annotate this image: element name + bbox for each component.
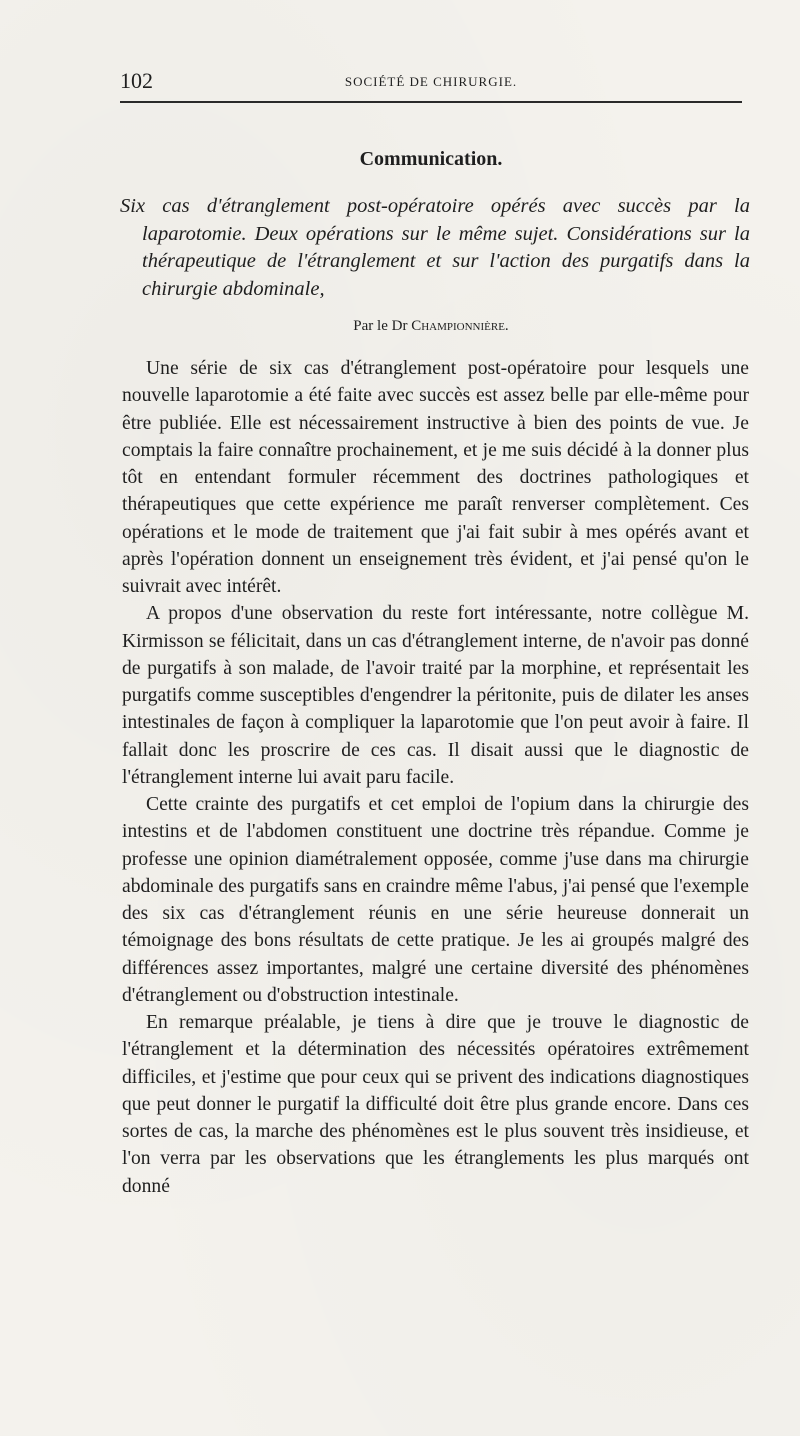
section-title: Communication. <box>359 148 503 170</box>
body-text <box>122 355 749 1200</box>
author-prefix: Par le Dr <box>353 318 408 334</box>
running-head: SOCIÉTÉ DE CHIRURGIE. <box>344 74 518 89</box>
author-line <box>120 315 742 337</box>
subtitle-text: Six cas d'étranglement post-opératoire opérés avec succès par la laparotomie. Deux opérations sur le même sujet. Considérations sur la thérapeutique de l'étranglement et sur l'action des purgatifs dans la chirurgie abdominale, <box>120 195 750 300</box>
author-name: Championnière. <box>411 318 509 334</box>
page-header <box>120 68 742 94</box>
header-rule <box>120 101 742 103</box>
paragraph: Cette crainte des purgatifs et cet emploi de l'opium dans la chirurgie des intestins et de l'abdomen constituent une doctrine très répandue. Comme je professe une opinion diamétralement opposée, comme j'use dans ma chirurgie abdominale des purgatifs sans en craindre même l'abus, j'ai pensé que l'exemple des six cas d'étranglement réunis en une série heureuse donnerait un témoignage des bons résultats de cette pratique. Je les ai groupés malgré des différences assez importantes, malgré une certaine diversité des phénomènes d'étranglement ou d'obstruction intestinale. <box>122 794 749 1006</box>
paragraph: En remarque préalable, je tiens à dire que je trouve le diagnostic de l'étranglement et la détermination des nécessités opératoires extrêmement difficiles, et j'estime que pour ceux qui se privent des indications diagnostiques que peut donner le purgatif la difficulté doit être plus grande encore. Dans ces sortes de cas, la marche des phénomènes est le plus souvent très insidieuse, et l'on verra par les observations que les étranglements les plus marqués ont donné <box>122 1012 749 1197</box>
paragraph: A propos d'une observation du reste fort intéressante, notre collègue M. Kirmisson se félicitait, dans un cas d'étranglement interne, de n'avoir pas donné de purgatifs à son malade, de l'avoir traité par la morphine, et représentait les purgatifs comme susceptibles d'engendrer la péritonite, puis de dilater les anses intestinales de façon à compliquer la laparotomie que l'on peut avoir à faire. Il fallait donc les proscrire de ces cas. Il disait aussi que le diagnostic de l'étranglement interne lui avait paru facile. <box>122 603 749 788</box>
article-subtitle <box>120 193 750 303</box>
page-number: 102 <box>120 68 153 93</box>
paragraph: Une série de six cas d'étranglement post-opératoire pour lesquels une nouvelle laparotomie a été faite avec succès est assez belle par elle-même pour être publiée. Elle est nécessairement instructive à bien des points de vue. Je comptais la faire connaître prochainement, et je me suis décidé à la donner plus tôt en entendant formuler récemment des doctrines pathologiques et thérapeutiques que cette expérience me paraît renverser complètement. Ces opérations et le mode de traitement que j'ai fait subir à mes opérés avant et après l'opération donnent un enseignement très évident, et j'ai pensé qu'on le suivrait avec intérêt. <box>122 358 749 597</box>
